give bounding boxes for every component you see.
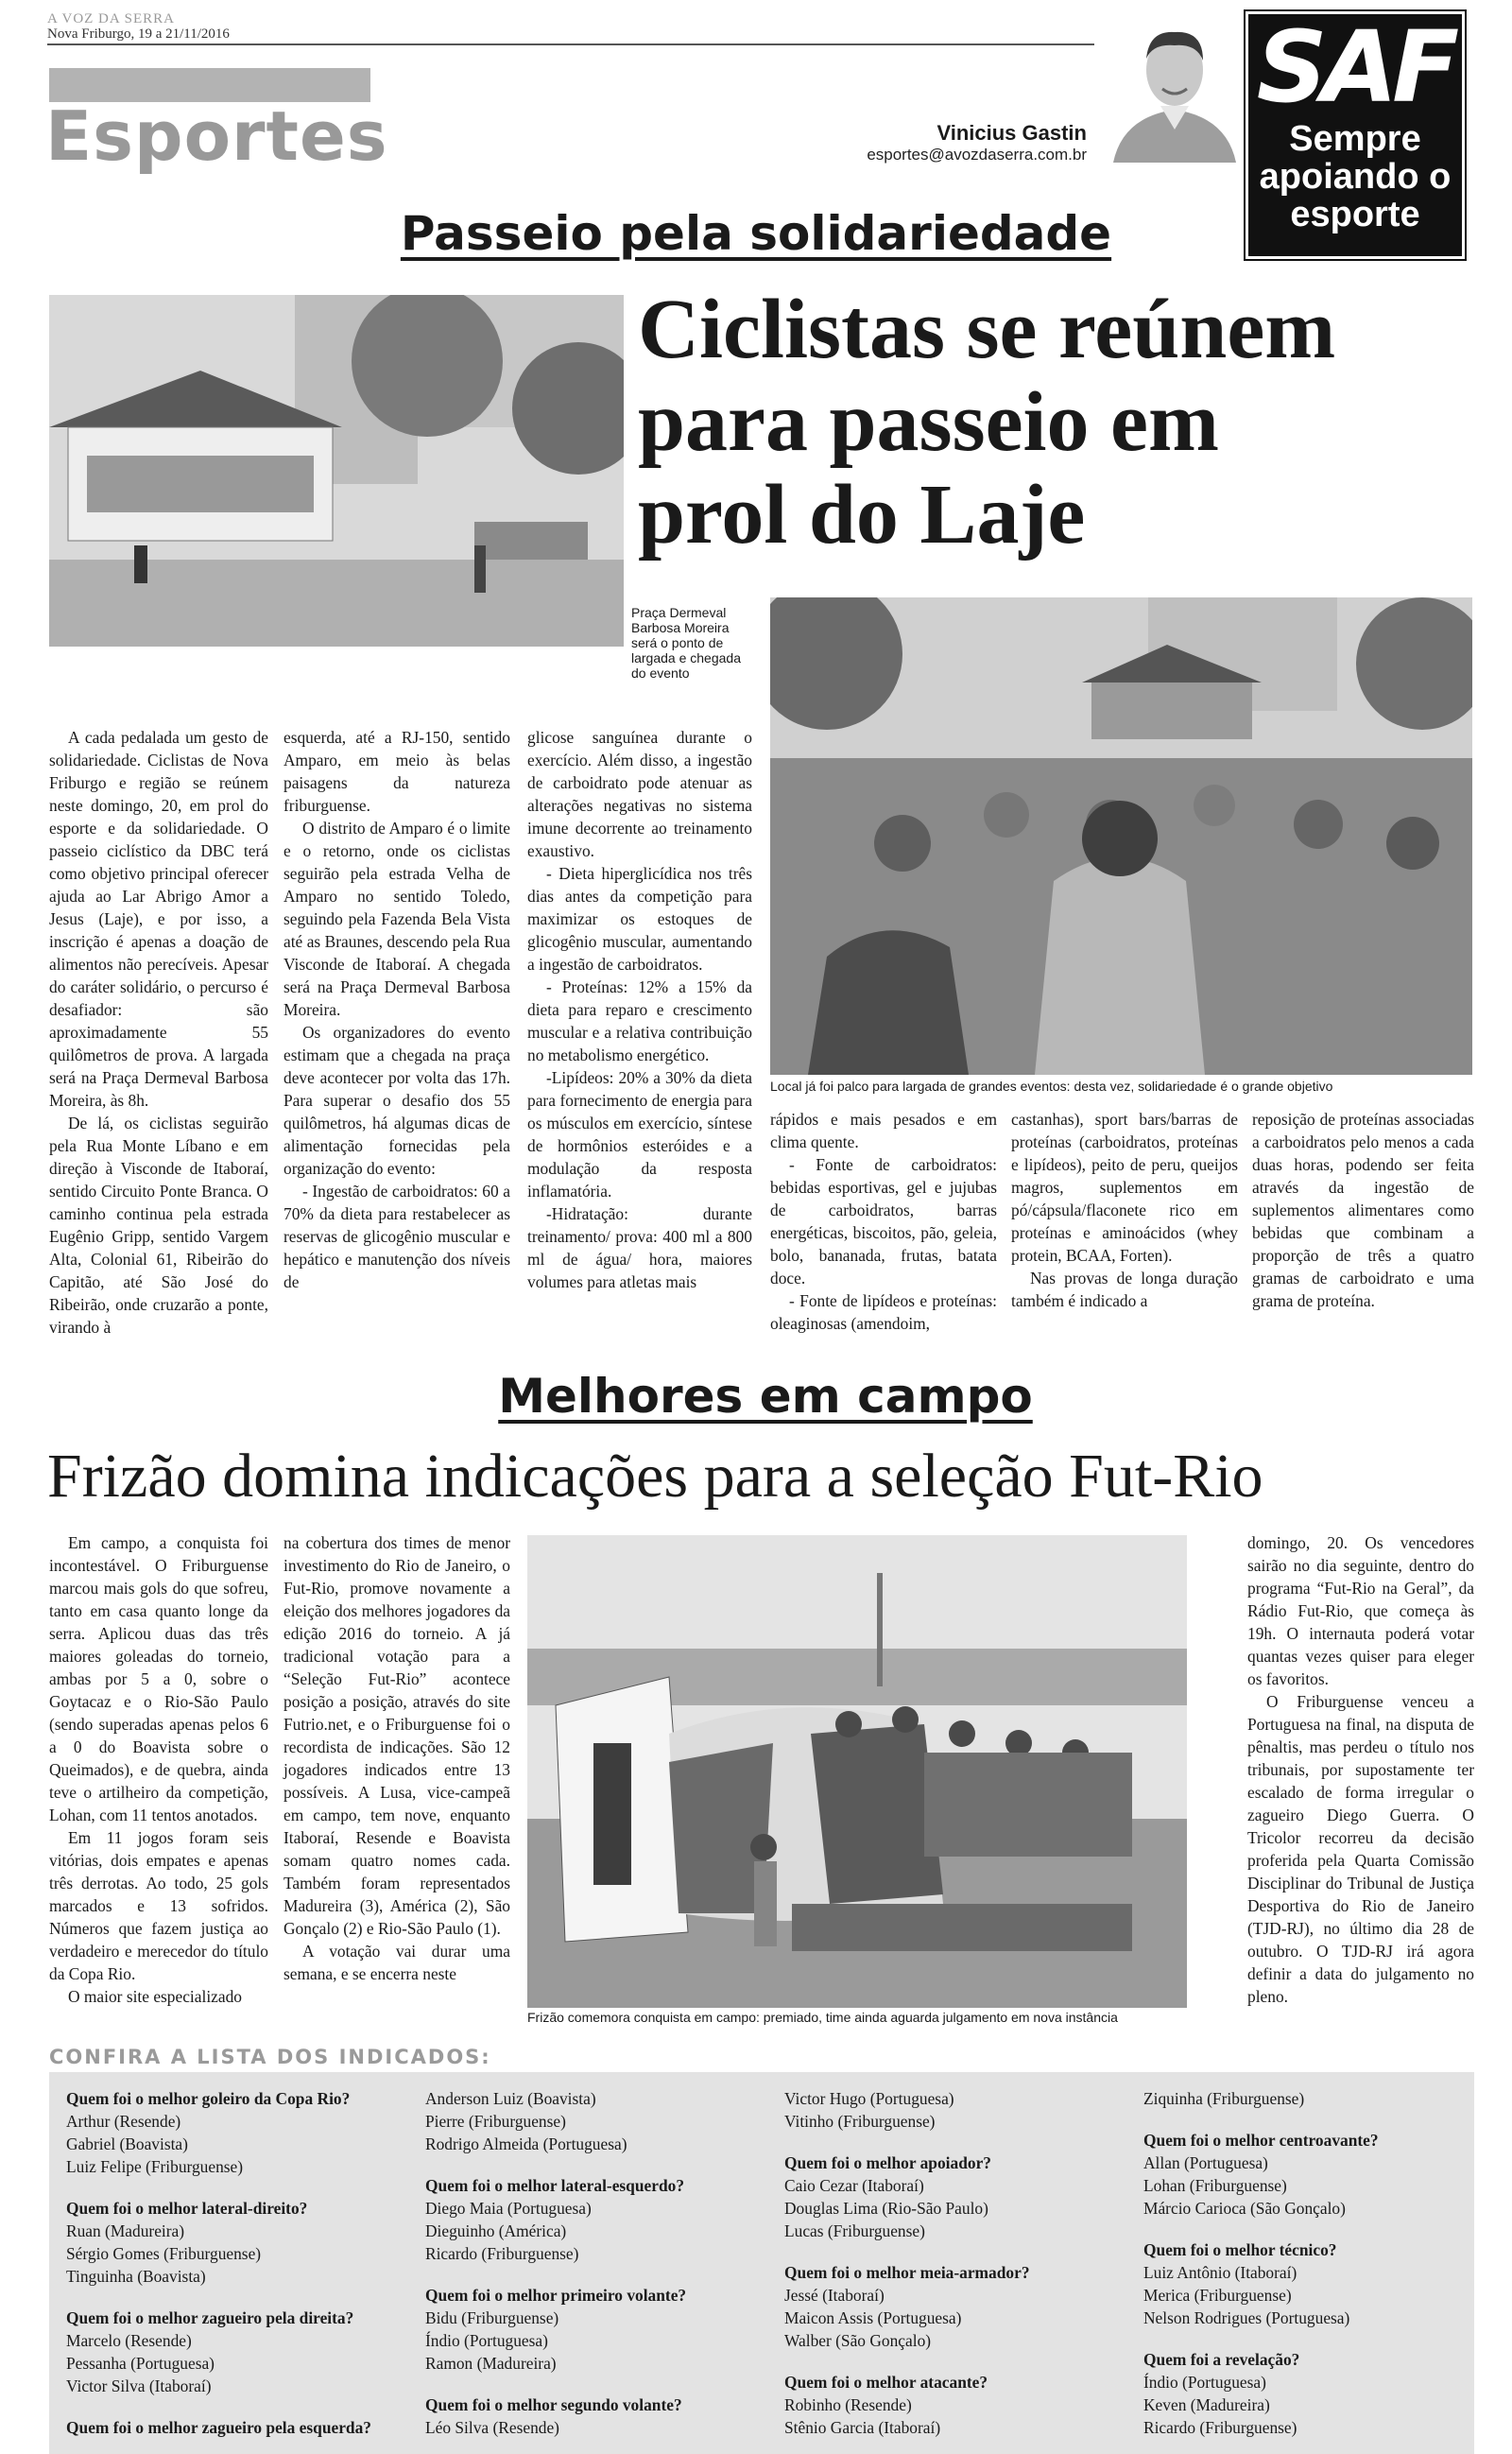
nominee-name: Ramon (Madureira) — [425, 2354, 557, 2373]
nominee-name: Luiz Antônio (Itaboraí) — [1143, 2263, 1297, 2282]
article1-kicker: Passeio pela solidariedade — [400, 206, 1112, 261]
nominee-name: Ricardo (Friburguense) — [425, 2244, 579, 2263]
photo3-caption: Frizão comemora conquista em campo: premiado, time ainda aguarda julgamento em nova instância — [527, 2010, 1118, 2025]
nominee-question: Quem foi o melhor apoiador? — [784, 2153, 991, 2172]
paragraph: O distrito de Amparo é o limite e o retorno, onde os ciclistas seguirão pela estrada Velha de Amparo no sentido Toledo, seguindo pela Fazenda Bela Vista até as Braunes, descendo pela Rua Visconde de Itaboraí. A chegada será na Praça Dermeval Barbosa Moreira. — [284, 819, 510, 1019]
saf-tagline-2: apoiando o — [1259, 157, 1452, 197]
nominee-question: Quem foi o melhor centroavante? — [1143, 2131, 1379, 2150]
nominee-name: Victor Hugo (Portuguesa) — [784, 2089, 954, 2108]
saf-logo: SAF — [1256, 9, 1454, 125]
nominee-question: Quem foi o melhor lateral-esquerdo? — [425, 2176, 685, 2195]
nominee-name: Jessé (Itaboraí) — [784, 2286, 885, 2305]
paragraph: castanhas), sport bars/barras de proteínas (carboidratos, proteínas e lipídeos), peito de peru, queijos magros, suplementos em pó/cápsula/flaconete rico em proteínas e aminoácidos (whey protein, BCAA, Forten). — [1011, 1110, 1238, 1265]
paragraph: -Lipídeos: 20% a 30% da dieta para fornecimento de energia para os músculos em exercício, síntese de hormônios esteróides e a modulação da resposta inflamatória. — [527, 1068, 752, 1201]
paragraph: - Proteínas: 12% a 15% da dieta para reparo e crescimento muscular e a relativa contribuição no metabolismo energético. — [527, 977, 752, 1064]
nominee-question: Quem foi o melhor segundo volante? — [425, 2395, 682, 2414]
article2-column-1 — [49, 1531, 268, 2008]
headline-line: prol do Laje — [638, 468, 1086, 562]
nominee-name: Marcelo (Resende) — [66, 2331, 192, 2350]
nominee-name: Pierre (Friburguense) — [425, 2112, 566, 2131]
paragraph: A cada pedalada um gesto de solidariedade. Ciclistas de Nova Friburgo e região se reúnem neste domingo, 20, em prol do esporte e da solidariedade. O passeio ciclístico da DBC terá como objetivo principal oferecer ajuda ao Lar Abrigo Amor a Jesus (Laje), e por isso, a inscrição é apenas a doação de alimentos não perecíveis. Apesar do caráter solidário, o percurso é desafiador: são aproximadamente 55 quilômetros de prova. A largada será na Praça Dermeval Barbosa Moreira, às 8h. — [49, 728, 268, 1110]
nominee-name: Sérgio Gomes (Friburguense) — [66, 2244, 262, 2263]
header-rule — [47, 43, 1247, 45]
nominee-name: Pessanha (Portuguesa) — [66, 2354, 215, 2373]
nominee-question: Quem foi o melhor zagueiro pela esquerda? — [66, 2418, 371, 2437]
paragraph: na cobertura dos times de menor investimento do Rio de Janeiro, o Fut-Rio, promove novamente a eleição dos melhores jogadores da edição 2016 do torneio. A já tradicional votação para a “Seleção Fut-Rio” acontece posição a posição, através do site Futrio.net, e o Friburguense foi o recordista de indicações. São 12 jogadores indicados entre 13 possíveis. A Lusa, vice-campeã em campo, tem nove, enquanto Itaboraí, Resende e Boavista somam quatro nomes cada. Também foram representados Madureira (3), América (2), São Gonçalo (2) e Rio-São Paulo (1). — [284, 1533, 510, 1938]
nominee-question: Quem foi o melhor técnico? — [1143, 2240, 1337, 2259]
paragraph: Nas provas de longa duração também é indicado a — [1011, 1269, 1238, 1310]
nominee-name: Nelson Rodrigues (Portuguesa) — [1143, 2308, 1350, 2327]
nominee-question: Quem foi o melhor goleiro da Copa Rio? — [66, 2089, 351, 2108]
nominee-name: Luiz Felipe (Friburguense) — [66, 2157, 244, 2176]
nominees-column-3 — [784, 2087, 1125, 2439]
paragraph: esquerda, até a RJ-150, sentido Amparo, em meio às belas paisagens da natureza friburguense. — [284, 728, 510, 815]
nominee-name: Walber (São Gonçalo) — [784, 2331, 932, 2350]
nominee-name: Victor Silva (Itaboraí) — [66, 2376, 212, 2395]
photo1-caption: Praça Dermeval Barbosa Moreira será o ponto de largada e chegada do evento — [631, 605, 741, 681]
nominee-question: Quem foi o melhor meia-armador? — [784, 2263, 1030, 2282]
nominee-question: Quem foi o melhor primeiro volante? — [425, 2286, 687, 2305]
paragraph: - Fonte de lipídeos e proteínas: oleaginosas (amendoim, — [770, 1291, 997, 1333]
paragraph: glicose sanguínea durante o exercício. Além disso, a ingestão de carboidrato pode atenuar as alterações negativas no sistema imune decorrente ao treinamento exaustivo. — [527, 728, 752, 860]
paragraph: Os organizadores do evento estimam que a chegada na praça deve acontecer por volta das 17h. Para superar o desafio dos 55 quilômetros, há algumas dicas de alimentação fornecidas pela organização do evento: — [284, 1023, 510, 1178]
square-kiosk-photo — [49, 295, 624, 647]
article2-column-2 — [284, 1531, 510, 1985]
cyclists-start-photo — [770, 597, 1472, 1075]
paragraph: - Ingestão de carboidratos: 60 a 70% da dieta para restabelecer as reservas de glicogênio muscular e hepático e manutenção dos níveis de — [284, 1182, 510, 1291]
article1-headline — [638, 284, 1469, 562]
paragraph: reposição de proteínas associadas a carboidratos pelo menos a cada duas horas, podendo ser feita através da ingestão de suplementos alimentares como bebidas que combinam a proporção de três a quatro gramas de carboidrato e uma grama de proteína. — [1252, 1110, 1474, 1310]
article2-headline: Frizão domina indicações para a seleção Fut-Rio — [47, 1442, 1263, 1511]
nominee-name: Douglas Lima (Rio-São Paulo) — [784, 2199, 988, 2218]
paragraph: A votação vai durar uma semana, e se encerra neste — [284, 1942, 510, 1983]
article1-column-1 — [49, 726, 268, 1339]
article1-column-3 — [527, 726, 752, 1293]
nominees-column-1 — [66, 2087, 406, 2439]
nominees-column-4 — [1143, 2087, 1465, 2439]
nominee-name: Diego Maia (Portuguesa) — [425, 2199, 592, 2218]
nominee-question: Quem foi o melhor atacante? — [784, 2373, 988, 2392]
paragraph: O Friburguense venceu a Portuguesa na final, na disputa de pênaltis, mas perdeu o título nos tribunais, por supostamente ter escalado de forma irregular o zagueiro Diego Guerra. O Tricolor recorreu da decisão proferida pela Quarta Comissão Disciplinar do Tribunal de Justiça Desportiva do Rio de Janeiro (TJD-RJ), no último dia 28 de outubro. O TJD-RJ irá agora definir a data do julgamento no pleno. — [1247, 1692, 1474, 2006]
section-title: Esportes — [45, 96, 388, 176]
nominee-name: Lucas (Friburguense) — [784, 2221, 925, 2240]
paragraph: - Fonte de carboidratos: bebidas esportivas, gel e jujubas de carboidratos, barras energéticas, biscoitos, pão, geleia, bolo, bananada, frutas, batata doce. — [770, 1155, 997, 1287]
nominee-question: Quem foi o melhor zagueiro pela direita? — [66, 2308, 354, 2327]
nominee-name: Lohan (Friburguense) — [1143, 2176, 1287, 2195]
nominee-name: Arthur (Resende) — [66, 2112, 181, 2131]
paragraph: domingo, 20. Os vencedores sairão no dia seguinte, dentro do programa “Fut-Rio na Geral”, da Rádio Fut-Rio, que começa às 19h. O internauta poderá votar quantas vezes quiser para eleger os favoritos. — [1247, 1533, 1474, 1688]
paragraph: - Dieta hiperglicídica nos três dias antes da competição para maximizar os estoques de glicogênio muscular, aumentando a ingestão de carboidratos. — [527, 864, 752, 974]
saf-sponsor-ad — [1246, 11, 1465, 259]
author-byline — [832, 121, 1087, 164]
nominee-name: Merica (Friburguense) — [1143, 2286, 1292, 2305]
nominee-name: Maicon Assis (Portuguesa) — [784, 2308, 962, 2327]
headline-line: Ciclistas se reúnem — [638, 283, 1336, 376]
paragraph: De lá, os ciclistas seguirão pela Rua Monte Líbano e em direção à Visconde de Itaboraí, sentido Circuito Ponte Branca. O caminho continua pela estrada Eugênio Gripp, sentido Vargem Alta, Colonial 61, Ribeirão do Capitão, até São José do Ribeirão, onde cruzarão a ponte, virando à — [49, 1114, 268, 1337]
nominee-name: Anderson Luiz (Boavista) — [425, 2089, 596, 2108]
nominee-name: Caio Cezar (Itaboraí) — [784, 2176, 924, 2195]
nominee-name: Bidu (Friburguense) — [425, 2308, 559, 2327]
team-celebration-photo — [527, 1535, 1187, 2008]
article1-column-2 — [284, 726, 510, 1293]
nominee-name: Stênio Garcia (Itaboraí) — [784, 2418, 941, 2437]
nominee-name: Tinguinha (Boavista) — [66, 2267, 206, 2286]
paragraph: O maior site especializado — [68, 1987, 242, 2006]
nominees-column-2 — [425, 2087, 765, 2439]
photo2-caption: Local já foi palco para largada de grandes eventos: desta vez, solidariedade é o grande objetivo — [770, 1079, 1333, 1094]
article1-column-5 — [1011, 1108, 1238, 1312]
nominee-name: Gabriel (Boavista) — [66, 2134, 188, 2153]
nominee-name: Vitinho (Friburguense) — [784, 2112, 936, 2131]
headline-line: para passeio em — [638, 375, 1219, 469]
edition-date: Nova Friburgo, 19 a 21/11/2016 — [47, 26, 230, 42]
nominee-name: Índio (Portuguesa) — [425, 2331, 548, 2350]
nominee-name: Ruan (Madureira) — [66, 2221, 185, 2240]
nominee-name: Márcio Carioca (São Gonçalo) — [1143, 2199, 1346, 2218]
author-email[interactable]: esportes@avozdaserra.com.br — [867, 146, 1087, 164]
article2-column-4 — [1247, 1531, 1474, 2008]
nominee-name: Robinho (Resende) — [784, 2395, 912, 2414]
nominee-question: Quem foi a revelação? — [1143, 2350, 1300, 2369]
paragraph: Em 11 jogos foram seis vitórias, dois empates e apenas três derrotas. Ao todo, 25 gols marcados e 13 sofridos. Números que fazem justiça ao verdadeiro e merecedor do título da Copa Rio. — [49, 1828, 268, 1983]
paragraph: rápidos e mais pesados e em clima quente. — [770, 1110, 997, 1151]
paragraph: -Hidratação: durante treinamento/ prova: 400 ml a 800 ml de água/ hora, maiores volumes para atletas mais — [527, 1204, 752, 1291]
nominee-name: Rodrigo Almeida (Portuguesa) — [425, 2134, 627, 2153]
nominee-name: Keven (Madureira) — [1143, 2395, 1270, 2414]
paragraph: Em campo, a conquista foi incontestável. O Friburguense marcou mais gols do que sofreu, tanto em casa quanto longe da serra. Aplicou duas das três maiores goleadas do torneio, ambas por 5 a 0, sobre o Goytacaz e o Rio-São Paulo (sendo superadas apenas pelos 6 a 0 do Boavista sobre o Queimados), e de quebra, ainda teve o artilheiro da competição, Lohan, com 11 tentos anotados. — [49, 1533, 268, 1824]
article1-column-4 — [770, 1108, 997, 1335]
saf-tagline-1: Sempre — [1289, 119, 1421, 159]
author-photo — [1094, 11, 1255, 163]
nominee-name: Ziquinha (Friburguense) — [1143, 2089, 1305, 2108]
nominee-question: Quem foi o melhor lateral-direito? — [66, 2199, 308, 2218]
masthead — [47, 11, 230, 42]
nominees-title: CONFIRA A LISTA DOS INDICADOS: — [49, 2046, 491, 2068]
nominee-name: Léo Silva (Resende) — [425, 2418, 559, 2437]
saf-tagline-3: esporte — [1290, 195, 1420, 234]
article1-column-6 — [1252, 1108, 1474, 1312]
nominees-box — [49, 2072, 1474, 2454]
nominee-name: Dieguinho (América) — [425, 2221, 567, 2240]
newspaper-name: A VOZ DA SERRA — [47, 11, 175, 26]
nominee-name: Allan (Portuguesa) — [1143, 2153, 1268, 2172]
article2-kicker: Melhores em campo — [498, 1369, 1033, 1424]
nominee-name: Índio (Portuguesa) — [1143, 2373, 1266, 2392]
nominee-name: Ricardo (Friburguense) — [1143, 2418, 1297, 2437]
author-name: Vinicius Gastin — [936, 121, 1087, 145]
